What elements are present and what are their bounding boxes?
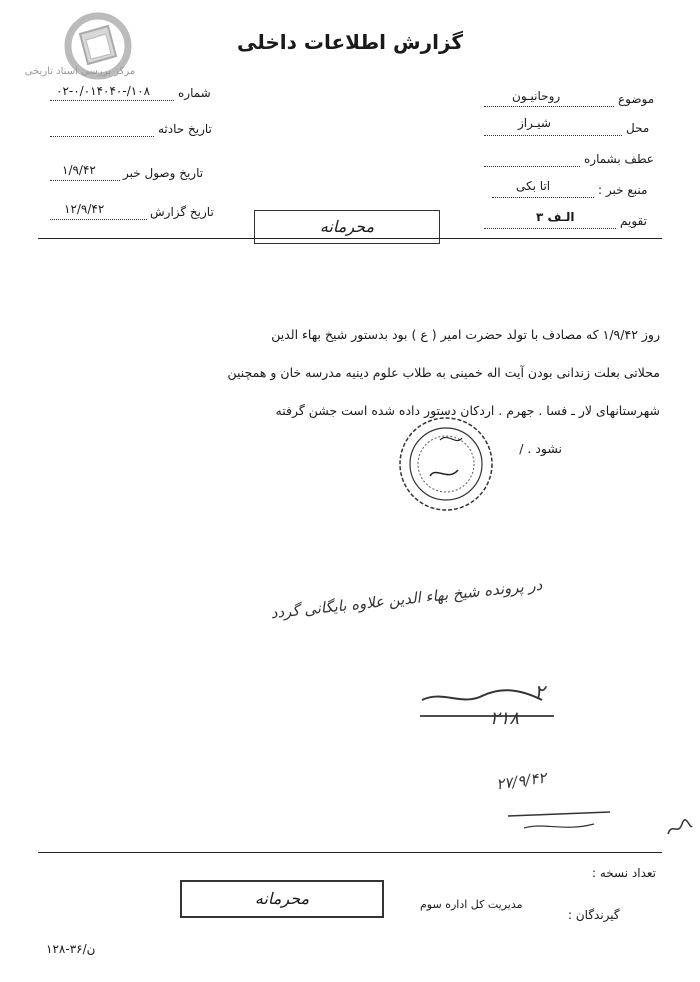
number-label: شماره bbox=[178, 86, 211, 100]
handwritten-scribble-icon bbox=[412, 670, 562, 750]
handwritten-note: در پرونده شیخ بهاء الدین علاوه بایگانی گردد bbox=[269, 575, 544, 623]
confidential-stamp-footer: محرمانه bbox=[180, 880, 384, 918]
copies-label: تعداد نسخه : bbox=[592, 866, 657, 880]
header-divider bbox=[38, 238, 662, 239]
footer-divider bbox=[38, 852, 662, 853]
incident-date-label: تاریخ حادثه bbox=[158, 122, 212, 136]
body-line-2: محلاتی بعلت زندانی بودن آیت اله خمینی به طلاب علوم دینیه مدرسه خان و همچنین bbox=[227, 365, 660, 380]
handwritten-mark-1: ۲ bbox=[534, 680, 545, 704]
place-value: شیـراز bbox=[518, 116, 551, 130]
report-date-value: ۱۲/۹/۴۲ bbox=[64, 202, 105, 216]
recipients-value: مدیریت کل اداره سوم bbox=[420, 898, 523, 911]
place-label: محل bbox=[626, 121, 650, 135]
subject-value: روحانیـون bbox=[512, 89, 561, 103]
reference-dots bbox=[484, 154, 580, 167]
number-value: ۰۲-۰/۰۱۴۰۴۰-/۱۰۸ bbox=[56, 84, 151, 98]
receipt-date-label: تاریخ وصول خبر bbox=[123, 166, 204, 180]
subject-label: موضوع bbox=[618, 92, 655, 106]
handwritten-mark-3: ۲۷/۹/۴۲ bbox=[494, 768, 548, 794]
report-date-label: تاریخ گزارش bbox=[150, 205, 214, 219]
confidential-stamp: محرمانه bbox=[254, 210, 440, 244]
margin-scribble-icon bbox=[664, 816, 694, 842]
round-seal-icon bbox=[390, 412, 502, 516]
body-line-3: شهرستانهای لار ـ فسا . جهرم . اردکان دستور داده شده است جشن گرفته bbox=[275, 403, 660, 418]
source-value: اتا بکی bbox=[516, 179, 551, 193]
logo-text: مرکز بررسی اسناد تاریخی bbox=[24, 66, 136, 77]
document-code: ن/۳۶-۱۲۸ bbox=[46, 942, 96, 956]
receipt-date-value: ۱/۹/۴۲ bbox=[62, 163, 96, 177]
page-title: گزارش اطلاعات داخلی bbox=[236, 30, 464, 54]
rating-label: تقویم bbox=[620, 214, 647, 228]
handwritten-mark-2: ۲۱۸ bbox=[490, 708, 520, 729]
source-label: منبع خبر : bbox=[598, 183, 648, 197]
body-line-1: روز ۱/۹/۴۲ که مصادف با تولد حضرت امیر ( ع ) بود بدستور شیخ بهاء الدین bbox=[271, 327, 660, 342]
rating-value: الـف ۳ bbox=[536, 210, 575, 224]
body-line-4: نشود . / bbox=[519, 441, 562, 456]
reference-label: عطف بشماره bbox=[584, 152, 654, 166]
incident-date-dots bbox=[50, 124, 154, 137]
place-dots bbox=[484, 123, 622, 136]
recipients-label: گیرندگان : bbox=[568, 908, 620, 922]
handwritten-underline-icon bbox=[504, 808, 614, 838]
